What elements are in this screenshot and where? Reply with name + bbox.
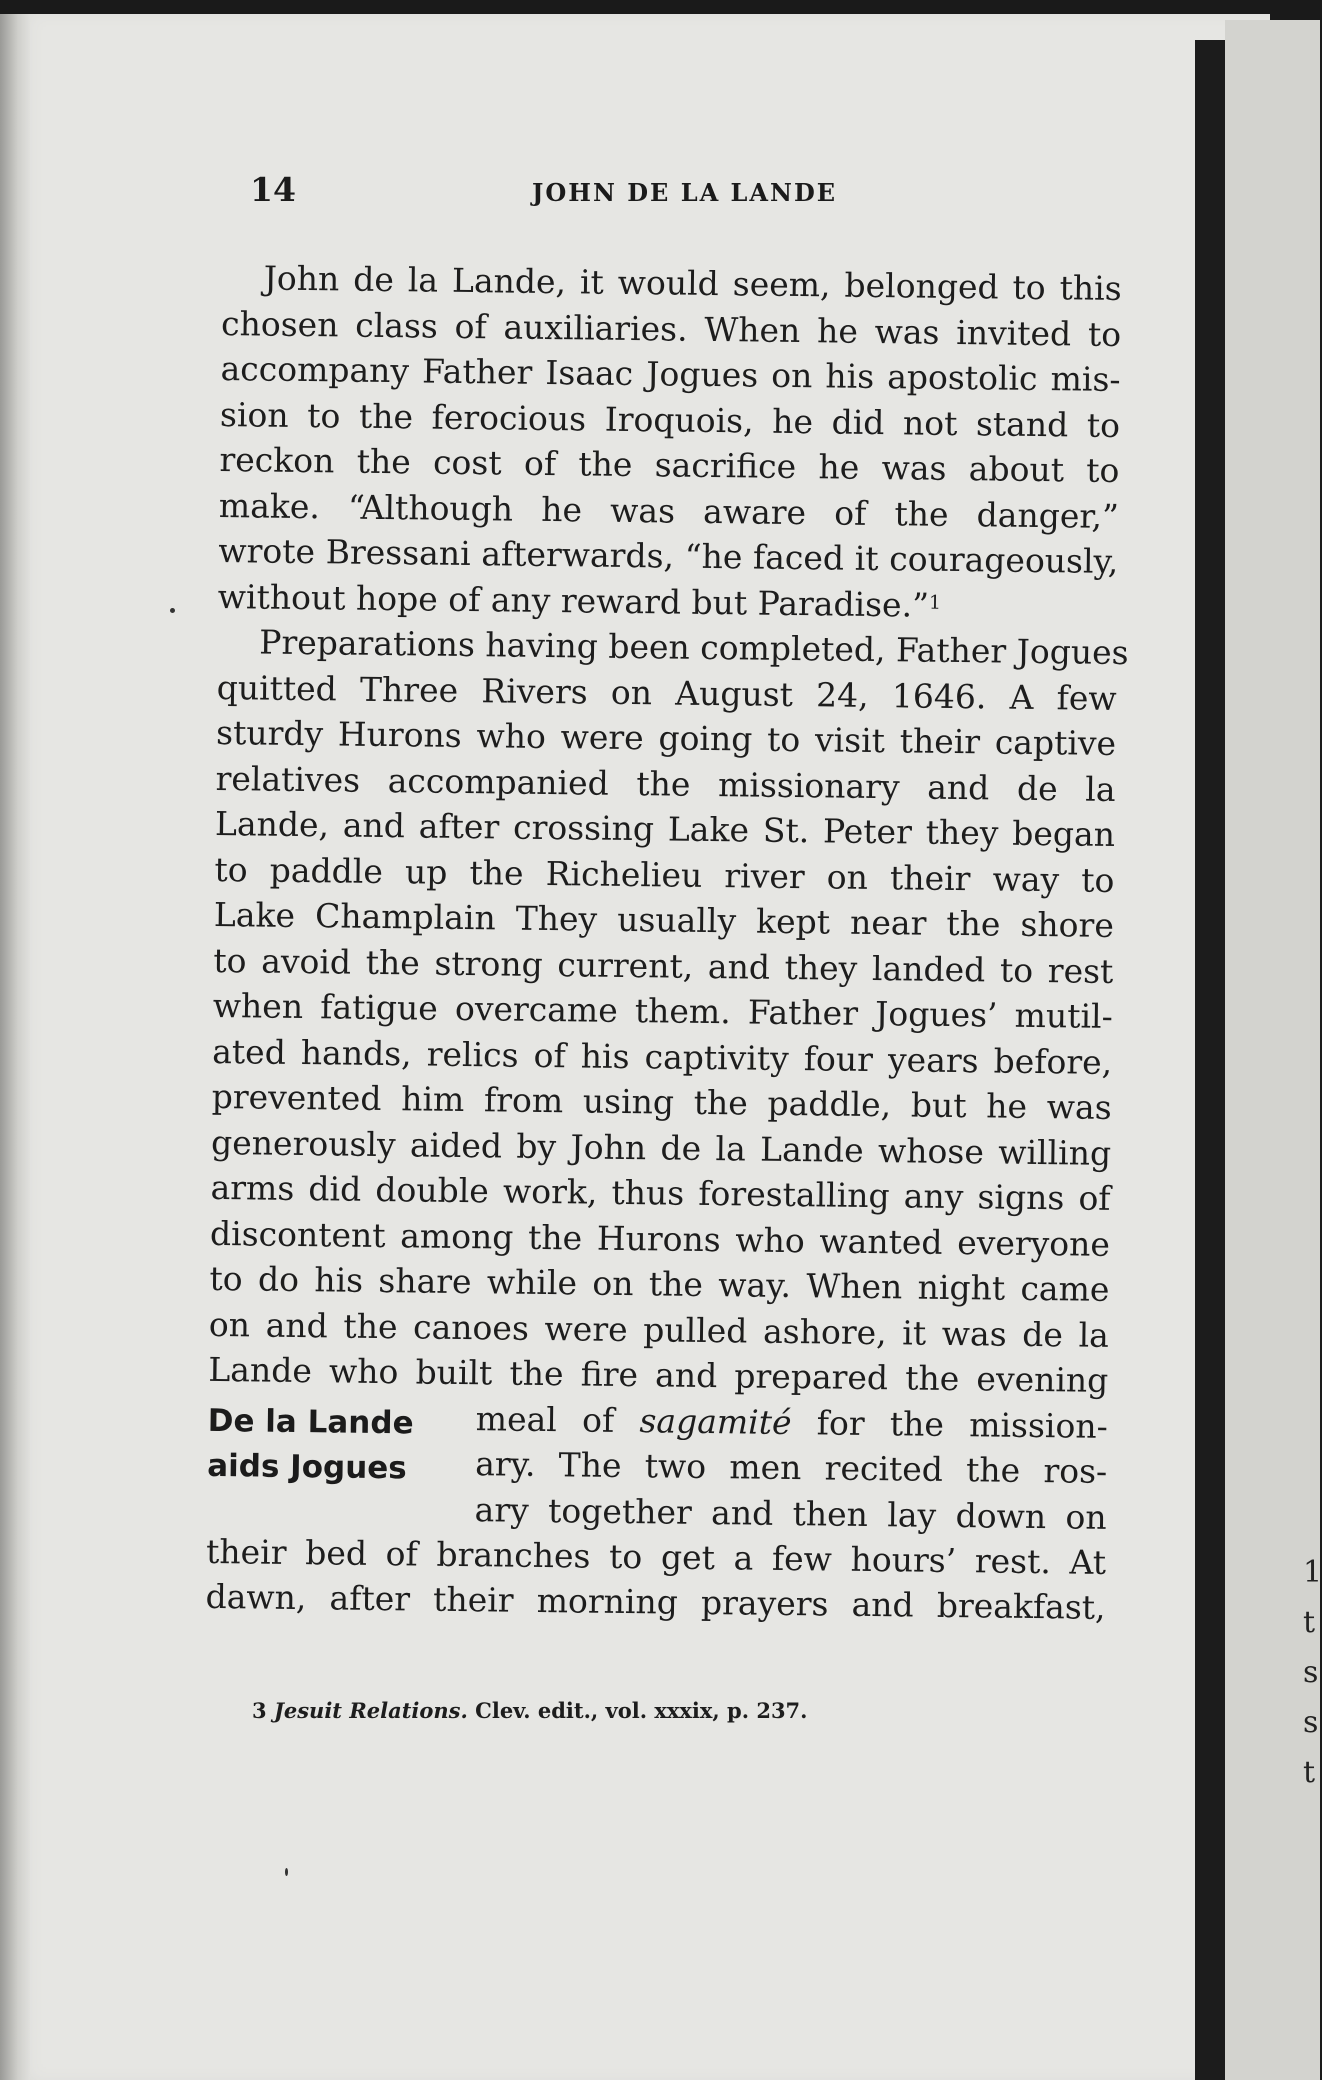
text-line: on and the canoes were pulled ashore, it was de la [208, 1304, 1110, 1355]
page-number: 14 [250, 170, 296, 209]
text-line: Preparations having been completed, Father Jogues [259, 622, 1129, 673]
text-line: their bed of branches to get a few hours’ rest. At [205, 1531, 1107, 1582]
next-page-fragment: t [1303, 1755, 1316, 1790]
text-line: generously aided by John de la Lande whose willing [210, 1122, 1112, 1173]
text-line: ated hands, relics of his captivity four years before, [212, 1031, 1113, 1082]
footnote [252, 1698, 807, 1723]
next-page-edge [1225, 20, 1320, 2080]
wrapped-text [474, 1396, 1108, 1540]
page-shadow-edge [1195, 40, 1225, 2080]
next-page-fragment: s [1303, 1705, 1319, 1740]
text-line: discontent among the Hurons who wanted everyone [209, 1213, 1111, 1264]
text-line: prevented him from using the paddle, but he was [211, 1076, 1112, 1127]
text-line: John de la Lande, it would seem, belonged to this [263, 258, 1122, 308]
print-speck [170, 608, 175, 613]
running-title: JOHN DE LA LANDE [532, 178, 838, 207]
footnote-citation: Clev. edit., vol. xxxix, p. 237. [467, 1698, 808, 1723]
text-line: reckon the cost of the sacrifice he was about to [219, 439, 1120, 490]
next-page-fragment: 1 [1303, 1555, 1322, 1590]
footnote-number: 3 [252, 1698, 274, 1723]
text-line: dawn, after their morning prayers and breakfast, [205, 1576, 1106, 1627]
italic-term: sagamité [639, 1400, 792, 1442]
text-line: to do his share while on the way. When night came [209, 1258, 1110, 1309]
page-header [250, 170, 870, 220]
text-line: to avoid the strong current, and they landed to rest [213, 940, 1114, 991]
text-segment: meal of [475, 1398, 640, 1440]
margin-sidenote [207, 1398, 438, 1492]
body-text [205, 255, 1129, 1630]
footnote-source: Jesuit Relations. [273, 1698, 468, 1723]
sidenote-line: De la Lande [207, 1402, 414, 1441]
text-line: wrote Bressani afterwards, “he faced it courageously, [218, 530, 1119, 581]
next-page-fragment: t [1303, 1605, 1316, 1640]
text-line: Lande, and after crossing Lake St. Peter they began [214, 803, 1116, 854]
text-line: when fatigue overcame them. Father Jogues’ mutil- [212, 985, 1114, 1036]
sidenote-block [206, 1392, 1108, 1539]
text-line: quitted Three Rivers on August 24, 1646. A few [216, 667, 1117, 718]
text-line: Lande who built the fire and prepared the evening [208, 1349, 1109, 1400]
text-line: ary. The two men recited the ros- [475, 1444, 1108, 1491]
print-speck [285, 1868, 288, 1876]
paragraph-1 [218, 255, 1122, 630]
text-line [476, 1396, 1109, 1449]
footnote-marker: 1 [928, 591, 942, 614]
text-line: arms did double work, thus forestalling any signs of [210, 1167, 1111, 1218]
text-line: sturdy Hurons who were going to visit their captive [215, 712, 1117, 763]
paragraph-2 [205, 619, 1129, 1630]
text-line-content: without hope of any reward but Paradise.” [217, 576, 930, 625]
text-line: Lake Champlain They usually kept near the shore [213, 894, 1115, 945]
text-line: relatives accompanied the missionary and de la [215, 758, 1116, 809]
next-page-fragment: s [1303, 1655, 1319, 1690]
text-segment: for the mission- [791, 1402, 1108, 1446]
text-line: chosen class of auxiliaries. When he was invited to [220, 303, 1122, 354]
text-line: make. “Although he was aware of the danger,” [218, 485, 1120, 536]
text-line: ary together and then lay down on [474, 1489, 1107, 1537]
text-line: to paddle up the Richelieu river on their way to [214, 849, 1115, 900]
text-line: sion to the ferocious Iroquois, he did not stand to [219, 394, 1121, 445]
page-gutter [0, 14, 30, 2080]
text-line: accompany Father Isaac Jogues on his apostolic mis- [220, 348, 1121, 399]
sidenote-line: aids Jogues [206, 1447, 407, 1487]
